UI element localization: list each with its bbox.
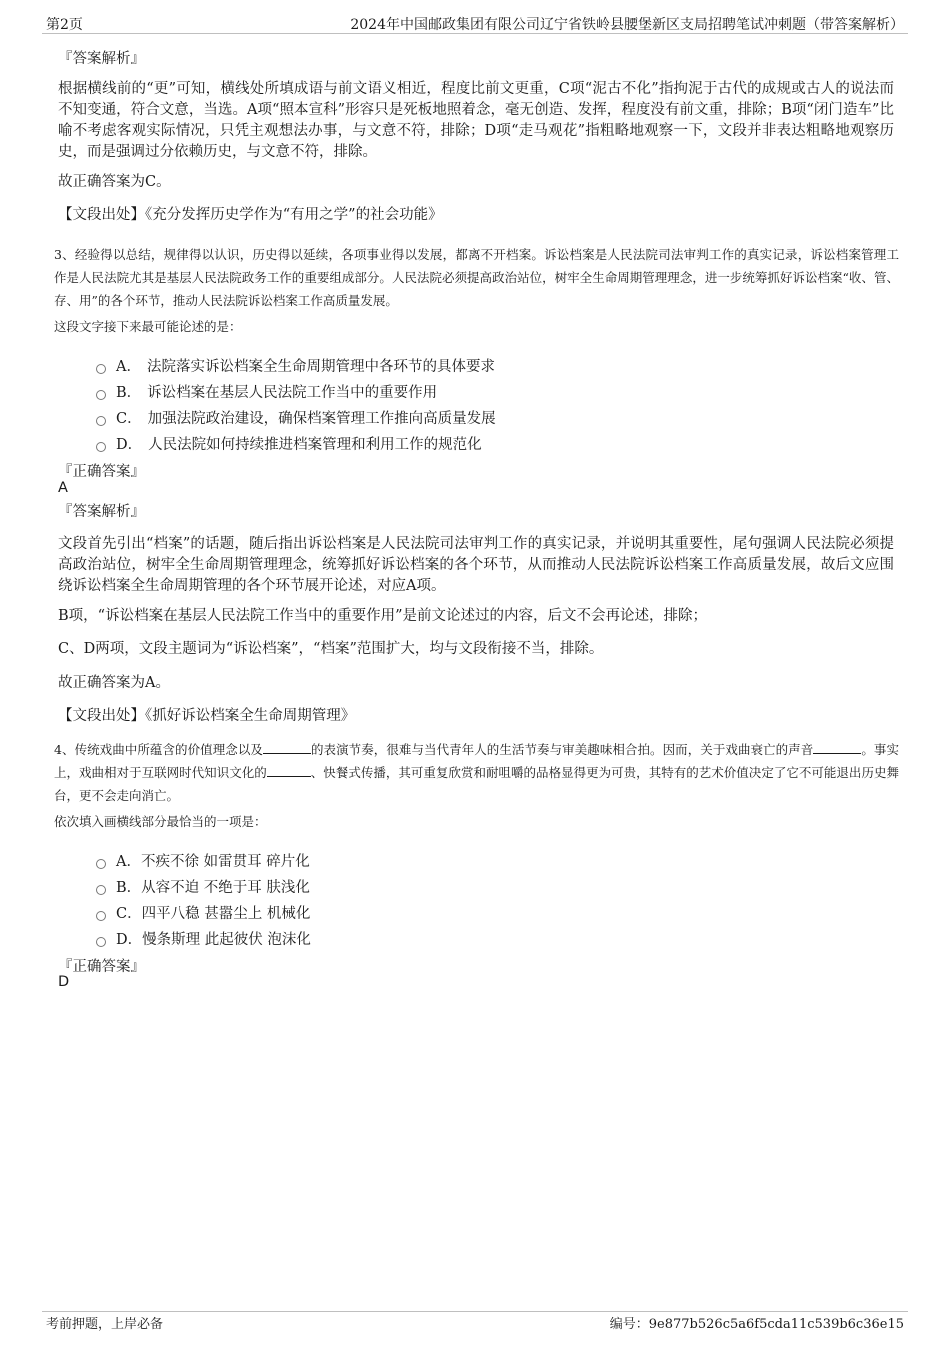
radio-icon[interactable]	[96, 442, 106, 452]
q4-option-c[interactable]	[96, 902, 310, 923]
q3-option-c[interactable]	[96, 407, 496, 428]
option-text: 从容不迫 不绝于耳 肤浅化	[141, 880, 310, 896]
q3-analysis-paragraph-2: B项，“诉讼档案在基层人民法院工作当中的重要作用”是前文论述过的内容，后文不会再论述，排除；	[58, 608, 707, 624]
radio-icon[interactable]	[96, 364, 106, 374]
radio-icon[interactable]	[96, 859, 106, 869]
q2-conclusion: 故正确答案为C。	[58, 174, 171, 190]
option-key: A．	[116, 854, 141, 870]
q4-answer: D	[58, 974, 70, 990]
q3-answer-label: 『正确答案』	[58, 464, 145, 480]
page-number: 第2页	[46, 17, 83, 33]
q2-analysis-label: 『答案解析』	[58, 51, 145, 67]
radio-icon[interactable]	[96, 416, 106, 426]
q4-option-d[interactable]	[96, 928, 311, 949]
option-key: B．	[116, 880, 142, 896]
option-text: 法院落实诉讼档案全生命周期管理中各环节的具体要求	[146, 359, 495, 375]
header-divider	[42, 33, 908, 34]
q4-stem-part-3: 。事实上，戏曲相对于互联网时代知识文化的	[54, 742, 899, 780]
option-text: 不疾不徐 如雷贯耳 碎片化	[140, 854, 310, 870]
q4-stem-part-1: 4、传统戏曲中所蕴含的价值理念以及	[54, 742, 263, 757]
option-key: A．	[116, 359, 141, 375]
q3-analysis-label: 『答案解析』	[58, 504, 145, 520]
option-key: C．	[116, 906, 142, 922]
option-text: 加强法院政治建设，确保档案管理工作推向高质量发展	[147, 411, 496, 427]
q3-option-b[interactable]	[96, 381, 437, 402]
q4-option-b[interactable]	[96, 876, 310, 897]
option-text: 慢条斯理 此起彼伏 泡沫化	[142, 932, 311, 948]
q3-stem: 3、经验得以总结，规律得以认识，历史得以延续，各项事业得以发展，都离不开档案。诉讼档案是人民法院司法审判工作的真实记录，诉讼档案管理工作是人民法院尤其是基层人民法院政务工作的重要组成部分。人民法院必须提高政治站位，树牢全生命周期管理理念，进一步统筹抓好诉讼档案“收、管、存、用”的各个环节，推动人民法院诉讼档案工作高质量发展。	[54, 247, 899, 308]
q4-option-a[interactable]	[96, 850, 310, 871]
blank-line-3	[267, 763, 311, 777]
q3-question: 这段文字接下来最可能论述的是：	[54, 319, 242, 334]
q4-question: 依次填入画横线部分最恰当的一项是：	[54, 814, 267, 829]
blank-line-1	[263, 740, 311, 754]
q3-option-a[interactable]	[96, 355, 495, 376]
document-title: 2024年中国邮政集团有限公司辽宁省铁岭县腰堡新区支局招聘笔试冲刺题（带答案解析）	[350, 17, 904, 33]
q2-source: 【文段出处】《充分发挥历史学作为“有用之学”的社会功能》	[58, 207, 443, 223]
radio-icon[interactable]	[96, 390, 106, 400]
option-key: B．	[116, 385, 142, 401]
q3-analysis-paragraph-3: C、D两项，文段主题词为“诉讼档案”，“档案”范围扩大，均与文段衔接不当，排除。	[58, 641, 604, 657]
footer-divider	[42, 1311, 908, 1312]
q3-answer: A	[58, 480, 68, 496]
option-text: 诉讼档案在基层人民法院工作当中的重要作用	[147, 385, 438, 401]
radio-icon[interactable]	[96, 937, 106, 947]
q2-analysis-paragraph: 根据横线前的“更”可知，横线处所填成语与前文语义相近，程度比前文更重，C项“泥古不化”指拘泥于古代的成规或古人的说法而不知变通，符合文意，当选。A项“照本宣科”形容只是死板地照着念，毫无创造、发挥，程度没有前文重，排除；B项“闭门造车”比喻不考虑客观实际情况，只凭主观想法办事，与文意不符，排除；D项“走马观花”指粗略地观察一下，文段并非表达粗略地观察历史，而是强调过分依赖历史，与文意不符，排除。	[58, 81, 894, 160]
q3-conclusion: 故正确答案为A。	[58, 675, 170, 691]
blank-line-2	[813, 740, 861, 754]
option-key: C．	[116, 411, 142, 427]
q3-option-d[interactable]	[96, 433, 482, 454]
q4-stem	[54, 738, 899, 807]
option-key: D．	[116, 932, 143, 948]
q3-analysis-paragraph-1: 文段首先引出“档案”的话题，随后指出诉讼档案是人民法院司法审判工作的真实记录，并说明其重要性，尾句强调人民法院必须提高政治站位，树牢全生命周期管理理念，统筹抓好诉讼档案的各个环节，从而推动人民法院诉讼档案工作高质量发展，故后文应围绕诉讼档案全生命周期管理的各个环节展开论述，对应A项。	[58, 536, 894, 594]
q3-source: 【文段出处】《抓好诉讼档案全生命周期管理》	[58, 708, 356, 724]
option-key: D．	[116, 437, 143, 453]
option-text: 人民法院如何持续推进档案管理和利用工作的规范化	[148, 437, 482, 453]
footer-slogan: 考前押题，上岸必备	[46, 1317, 164, 1332]
q4-stem-part-2: 的表演节奏，很难与当代青年人的生活节奏与审美趣味相合拍。因而，关于戏曲衰亡的声音	[310, 742, 814, 757]
footer-serial: 编号：9e877b526c5a6f5cda11c539b6c36e15	[609, 1317, 904, 1332]
radio-icon[interactable]	[96, 911, 106, 921]
q4-stem-part-4: 、快餐式传播，其可重复欣赏和耐咀嚼的品格显得更为可贵，其特有的艺术价值决定了它不可能退出历史舞台，更不会走向消亡。	[54, 765, 899, 803]
q4-answer-label: 『正确答案』	[58, 959, 145, 975]
option-text: 四平八稳 甚嚣尘上 机械化	[141, 906, 311, 922]
radio-icon[interactable]	[96, 885, 106, 895]
